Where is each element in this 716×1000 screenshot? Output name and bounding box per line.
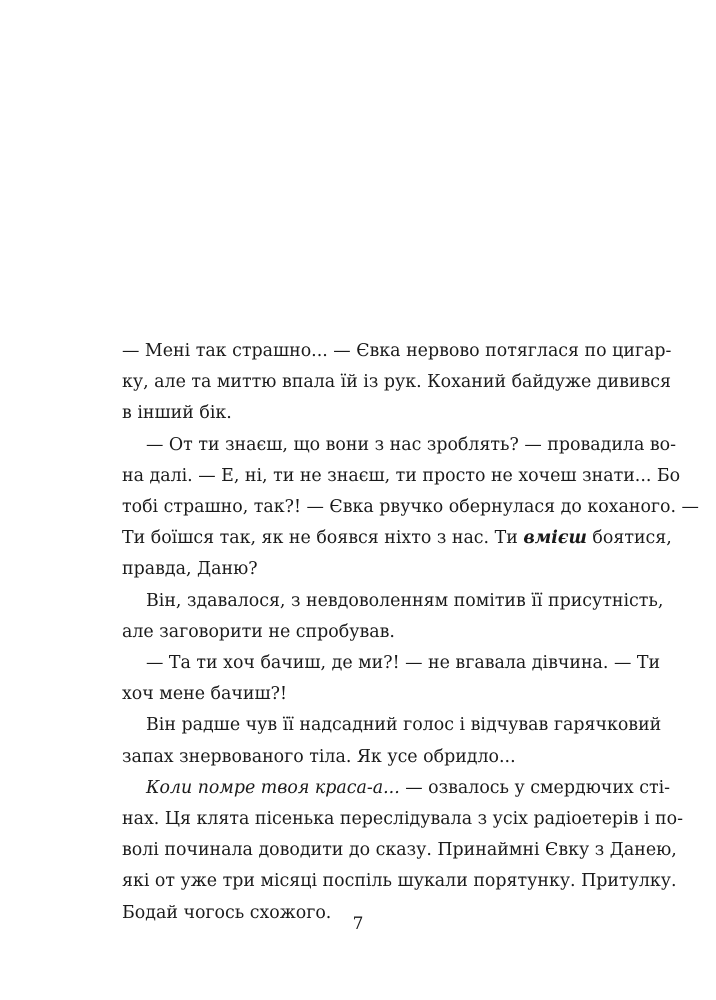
text-line: в інший бік.: [122, 403, 232, 424]
text-line: — От ти знаєш, що вони з нас зроблять? — провадила во-: [146, 434, 677, 455]
paragraph-1: [122, 336, 672, 430]
text-line: — Мені так страшно... — Євка нервово потяглася по цигар-: [122, 341, 672, 361]
text-line: ку, але та миттю впала їй із рук. Коханий байдуже дивився: [122, 372, 671, 393]
text-line: Бодай чогось схожого.: [122, 902, 332, 923]
paragraph-5: [122, 710, 662, 772]
text-line: [122, 773, 671, 804]
text-line: на далі. — Е, ні, ти не знаєш, ти просто не хочеш знати... Бо: [122, 465, 681, 486]
text-line: запах знервованого тіла. Як усе обридло...: [122, 746, 516, 767]
text-line: але заговорити не спробував.: [122, 621, 395, 642]
text-line: волі починала доводити до сказу. Принаймні Євку з Данею,: [122, 840, 677, 861]
song-lyric: Коли помре твоя краса-а...: [146, 777, 400, 798]
text-line: нах. Ця клята пісенька переслідувала з усіх радіоетерів і по-: [122, 809, 683, 830]
text-line: хоч мене бачиш?!: [122, 684, 287, 705]
text-line: — Та ти хоч бачиш, де ми?! — не вгавала дівчина. — Ти: [146, 653, 661, 674]
paragraph-4: [122, 648, 661, 710]
text-segment: — озвалось у смердючих сті-: [399, 777, 671, 798]
body-text: [122, 336, 699, 929]
page-number: 7: [352, 914, 364, 934]
text-line: які от уже три місяці поспіль шукали порятунку. Притулку.: [122, 871, 677, 892]
text-line: [122, 523, 672, 554]
text-segment: боятися,: [586, 528, 672, 549]
text-line: Він, здавалося, з невдоволенням помітив її присутність,: [146, 590, 664, 611]
paragraph-2: [122, 430, 699, 586]
emphasized-word: вмієш: [523, 528, 587, 549]
text-line: правда, Даню?: [122, 559, 258, 580]
paragraph-6: [122, 773, 683, 929]
text-line: тобі страшно, так?! — Євка рвучко обернулася до коханого. —: [122, 497, 699, 518]
text-line: Він радше чув її надсадний голос і відчував гарячковий: [146, 715, 662, 736]
paragraph-3: [122, 586, 664, 648]
text-segment: Ти боїшся так, як не боявся ніхто з нас. Ти: [122, 528, 524, 549]
